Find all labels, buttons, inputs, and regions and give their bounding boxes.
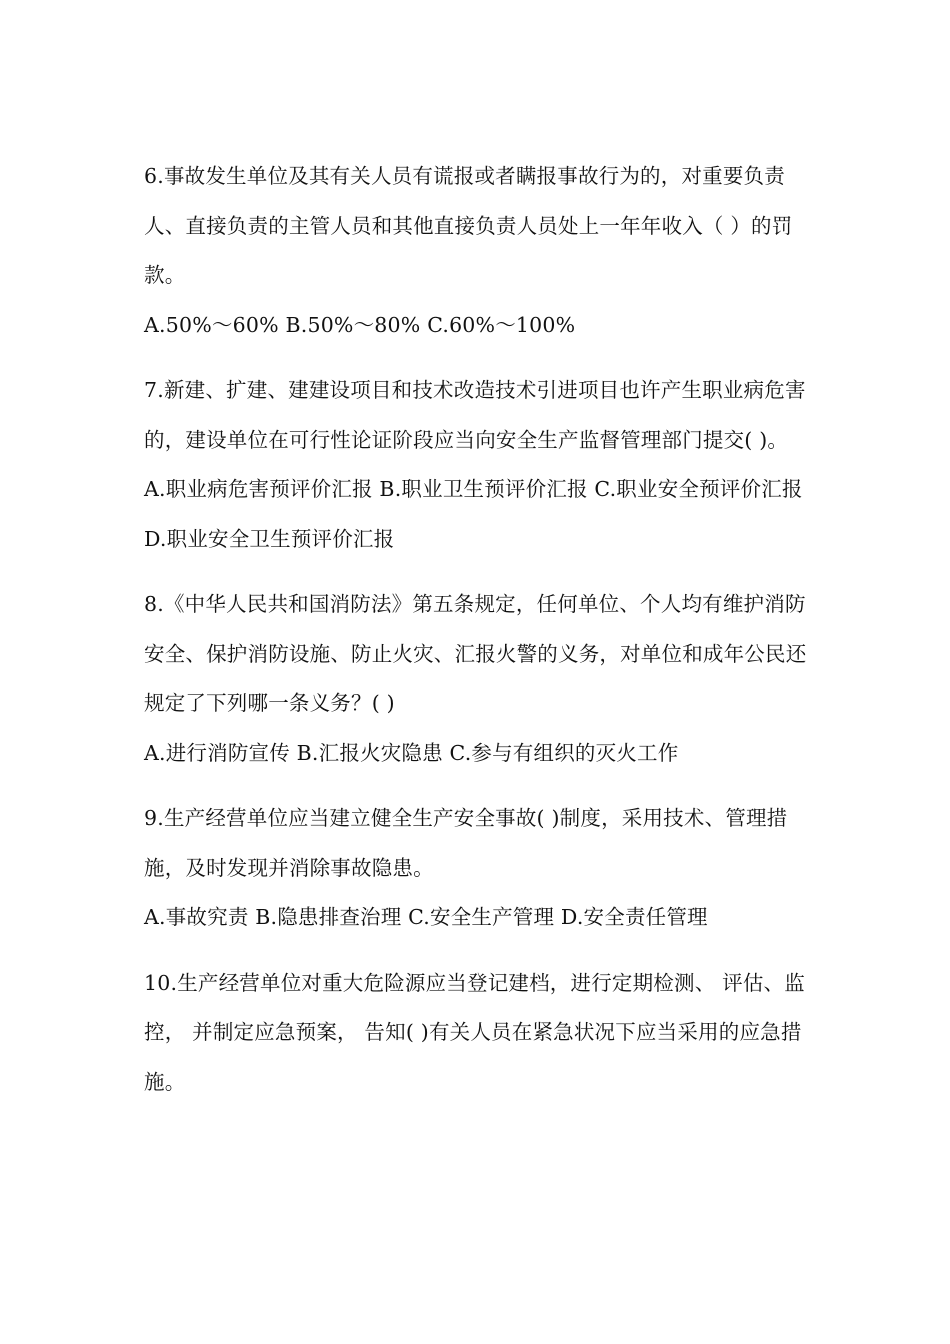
question-stem: 6.事故发生单位及其有关人员有谎报或者瞒报事故行为的，对重要负责人、直接负责的主管人员和其他直接负责人员处上一年年收入（ ）的罚款。 (144, 164, 793, 287)
question-options: A.50%～60% B.50%～80% C.60%～100% (144, 312, 576, 337)
question-stem: 10.生产经营单位对重大危险源应当登记建档，进行定期检测、 评估、监控， 并制定应急预案， 告知( )有关人员在紧急状况下应当采用的应急措施。 (144, 970, 805, 1094)
question-7 (144, 366, 808, 564)
question-list (144, 152, 808, 1123)
question-10 (144, 959, 808, 1108)
question-options: A.进行消防宣传 B.汇报火灾隐患 C.参与有组织的灭火工作 (144, 740, 679, 765)
question-options: A.职业病危害预评价汇报 B.职业卫生预评价汇报 C.职业安全预评价汇报 D.职业安全卫生预评价汇报 (144, 477, 803, 551)
question-9 (144, 794, 808, 943)
question-stem: 9.生产经营单位应当建立健全生产安全事故( )制度，采用技术、管理措施，及时发现并消除事故隐患。 (144, 806, 788, 880)
question-6 (144, 152, 808, 350)
question-8 (144, 580, 808, 778)
question-options: A.事故究责 B.隐患排查治理 C.安全生产管理 D.安全责任管理 (144, 905, 708, 929)
question-stem: 7.新建、扩建、建建设项目和技术改造技术引进项目也许产生职业病危害的，建设单位在可行性论证阶段应当向安全生产监督管理部门提交( )。 (144, 378, 806, 452)
question-stem: 8.《中华人民共和国消防法》第五条规定，任何单位、个人均有维护消防安全、保护消防设施、防止火灾、汇报火警的义务，对单位和成年公民还规定了下列哪一条义务？( ) (144, 592, 807, 715)
